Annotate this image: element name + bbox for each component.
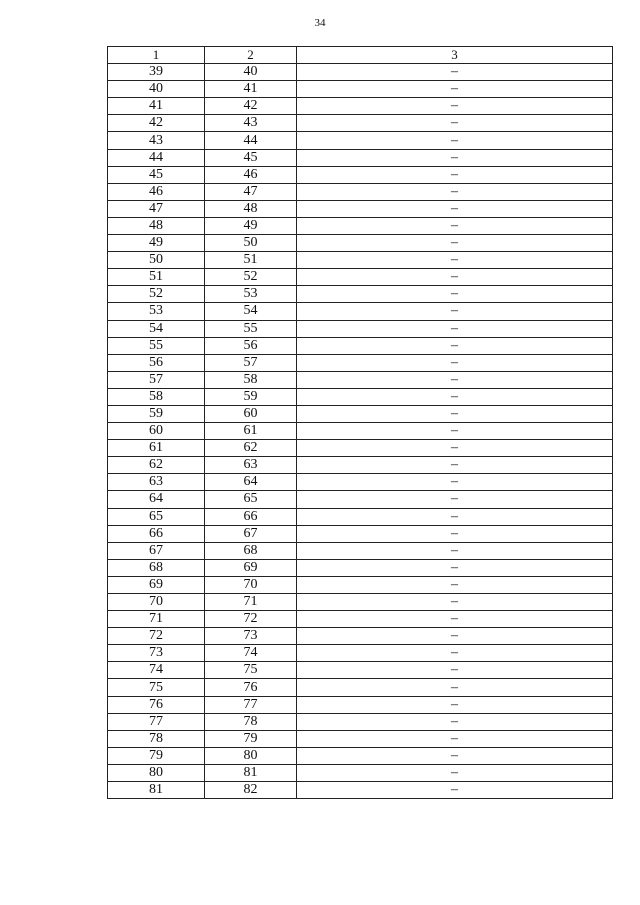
table-row	[108, 576, 613, 593]
table-row	[108, 457, 613, 474]
table-cell-col-2: 82	[205, 782, 297, 799]
page-number: 34	[314, 17, 326, 29]
table-cell-col-3: –	[297, 474, 613, 491]
table-cell-col-1: 40	[108, 81, 205, 98]
table-cell-col-1: 68	[108, 559, 205, 576]
table-cell-col-3: –	[297, 286, 613, 303]
table-row	[108, 730, 613, 747]
table-cell-col-2: 41	[205, 81, 297, 98]
table-row	[108, 423, 613, 440]
table-cell-col-2: 52	[205, 269, 297, 286]
table-row	[108, 679, 613, 696]
table-cell-col-1: 69	[108, 576, 205, 593]
table-cell-col-2: 54	[205, 303, 297, 320]
table-cell-col-1: 58	[108, 388, 205, 405]
table-cell-col-3: –	[297, 782, 613, 799]
table-cell-col-1: 41	[108, 98, 205, 115]
table-cell-col-2: 62	[205, 440, 297, 457]
table-cell-col-1: 54	[108, 320, 205, 337]
table-cell-col-3: –	[297, 662, 613, 679]
table-cell-col-2: 74	[205, 645, 297, 662]
table-cell-col-3: –	[297, 525, 613, 542]
table-row	[108, 388, 613, 405]
table-cell-col-1: 62	[108, 457, 205, 474]
table-cell-col-2: 57	[205, 354, 297, 371]
table-cell-col-1: 42	[108, 115, 205, 132]
table-cell-col-2: 81	[205, 764, 297, 781]
table-cell-col-1: 59	[108, 405, 205, 422]
table-row	[108, 662, 613, 679]
table-cell-col-1: 61	[108, 440, 205, 457]
table-row	[108, 542, 613, 559]
table-cell-col-1: 43	[108, 132, 205, 149]
table-row	[108, 286, 613, 303]
table-cell-col-1: 44	[108, 149, 205, 166]
table-row	[108, 132, 613, 149]
table-cell-col-2: 66	[205, 508, 297, 525]
table-row	[108, 611, 613, 628]
table-cell-col-2: 58	[205, 371, 297, 388]
table-cell-col-2: 72	[205, 611, 297, 628]
table-cell-col-1: 76	[108, 696, 205, 713]
table-cell-col-1: 64	[108, 491, 205, 508]
table-cell-col-3: –	[297, 320, 613, 337]
table-row	[108, 166, 613, 183]
table-cell-col-2: 65	[205, 491, 297, 508]
table-cell-col-3: –	[297, 542, 613, 559]
table-cell-col-3: –	[297, 405, 613, 422]
table-cell-col-3: –	[297, 98, 613, 115]
table-cell-col-3: –	[297, 457, 613, 474]
table-cell-col-3: –	[297, 713, 613, 730]
table-row	[108, 303, 613, 320]
table-cell-col-1: 75	[108, 679, 205, 696]
table-row	[108, 525, 613, 542]
table-cell-col-3: –	[297, 508, 613, 525]
table-cell-col-3: –	[297, 611, 613, 628]
table-cell-col-3: –	[297, 371, 613, 388]
table-row	[108, 440, 613, 457]
table-cell-col-3: –	[297, 491, 613, 508]
table-cell-col-2: 67	[205, 525, 297, 542]
table-cell-col-3: –	[297, 235, 613, 252]
table-cell-col-3: –	[297, 696, 613, 713]
table-cell-col-1: 77	[108, 713, 205, 730]
table-cell-col-3: –	[297, 628, 613, 645]
table-row	[108, 594, 613, 611]
table-cell-col-3: –	[297, 440, 613, 457]
table-cell-col-2: 70	[205, 576, 297, 593]
table-cell-col-2: 79	[205, 730, 297, 747]
table-cell-col-3: –	[297, 337, 613, 354]
table-cell-col-1: 45	[108, 166, 205, 183]
table-row	[108, 628, 613, 645]
column-header-2: 2	[205, 47, 297, 64]
table-cell-col-3: –	[297, 730, 613, 747]
table-cell-col-1: 56	[108, 354, 205, 371]
table-row	[108, 696, 613, 713]
table-cell-col-1: 49	[108, 235, 205, 252]
table-cell-col-2: 78	[205, 713, 297, 730]
table-cell-col-1: 52	[108, 286, 205, 303]
table-cell-col-3: –	[297, 81, 613, 98]
table-cell-col-1: 39	[108, 64, 205, 81]
table-cell-col-1: 78	[108, 730, 205, 747]
table-row	[108, 81, 613, 98]
table-cell-col-1: 60	[108, 423, 205, 440]
table-row	[108, 405, 613, 422]
table-cell-col-1: 66	[108, 525, 205, 542]
table-cell-col-1: 48	[108, 217, 205, 234]
table-cell-col-1: 72	[108, 628, 205, 645]
table-cell-col-3: –	[297, 132, 613, 149]
table-cell-col-2: 77	[205, 696, 297, 713]
table-row	[108, 747, 613, 764]
table-row	[108, 559, 613, 576]
table-cell-col-3: –	[297, 747, 613, 764]
table-cell-col-1: 46	[108, 183, 205, 200]
table-cell-col-2: 56	[205, 337, 297, 354]
table-row	[108, 217, 613, 234]
table-row	[108, 782, 613, 799]
table-cell-col-3: –	[297, 303, 613, 320]
table-cell-col-1: 67	[108, 542, 205, 559]
table-row	[108, 337, 613, 354]
table-cell-col-1: 70	[108, 594, 205, 611]
table-cell-col-1: 47	[108, 200, 205, 217]
table-cell-col-1: 65	[108, 508, 205, 525]
table-cell-col-2: 61	[205, 423, 297, 440]
table-cell-col-3: –	[297, 200, 613, 217]
table-cell-col-3: –	[297, 115, 613, 132]
table-cell-col-2: 55	[205, 320, 297, 337]
table-cell-col-2: 50	[205, 235, 297, 252]
table-cell-col-1: 71	[108, 611, 205, 628]
table-header	[108, 47, 613, 64]
table-row	[108, 508, 613, 525]
table-row	[108, 491, 613, 508]
table-cell-col-2: 69	[205, 559, 297, 576]
table-row	[108, 764, 613, 781]
table-cell-col-1: 51	[108, 269, 205, 286]
table-cell-col-1: 73	[108, 645, 205, 662]
table-row	[108, 115, 613, 132]
table-cell-col-2: 60	[205, 405, 297, 422]
table-cell-col-1: 50	[108, 252, 205, 269]
table-cell-col-2: 49	[205, 217, 297, 234]
table-cell-col-3: –	[297, 217, 613, 234]
table-cell-col-1: 80	[108, 764, 205, 781]
table-cell-col-2: 64	[205, 474, 297, 491]
table-cell-col-2: 44	[205, 132, 297, 149]
table-cell-col-1: 63	[108, 474, 205, 491]
table-cell-col-1: 57	[108, 371, 205, 388]
table-row	[108, 149, 613, 166]
table-cell-col-3: –	[297, 269, 613, 286]
table-cell-col-3: –	[297, 423, 613, 440]
table-cell-col-2: 59	[205, 388, 297, 405]
table-cell-col-1: 79	[108, 747, 205, 764]
table-row	[108, 371, 613, 388]
table-cell-col-3: –	[297, 166, 613, 183]
table-cell-col-1: 55	[108, 337, 205, 354]
table-cell-col-3: –	[297, 149, 613, 166]
table-row	[108, 645, 613, 662]
table-row	[108, 713, 613, 730]
table-row	[108, 252, 613, 269]
table-cell-col-1: 74	[108, 662, 205, 679]
table-cell-col-3: –	[297, 559, 613, 576]
table-cell-col-3: –	[297, 388, 613, 405]
table-cell-col-2: 71	[205, 594, 297, 611]
table-cell-col-2: 43	[205, 115, 297, 132]
table-cell-col-2: 68	[205, 542, 297, 559]
table-cell-col-2: 47	[205, 183, 297, 200]
table-row	[108, 200, 613, 217]
table-cell-col-2: 51	[205, 252, 297, 269]
table-cell-col-2: 48	[205, 200, 297, 217]
table-cell-col-3: –	[297, 64, 613, 81]
table-cell-col-2: 80	[205, 747, 297, 764]
table-body	[108, 64, 613, 799]
table-cell-col-2: 75	[205, 662, 297, 679]
table-cell-col-2: 42	[205, 98, 297, 115]
header-row	[108, 47, 613, 64]
table-cell-col-1: 81	[108, 782, 205, 799]
table-row	[108, 64, 613, 81]
table-cell-col-2: 63	[205, 457, 297, 474]
data-table	[107, 46, 613, 799]
table-cell-col-3: –	[297, 679, 613, 696]
table-cell-col-2: 73	[205, 628, 297, 645]
table-cell-col-2: 45	[205, 149, 297, 166]
table-cell-col-3: –	[297, 576, 613, 593]
table-row	[108, 98, 613, 115]
table-cell-col-2: 40	[205, 64, 297, 81]
table-cell-col-3: –	[297, 252, 613, 269]
table-cell-col-3: –	[297, 764, 613, 781]
table-cell-col-3: –	[297, 183, 613, 200]
table-cell-col-1: 53	[108, 303, 205, 320]
table-cell-col-3: –	[297, 594, 613, 611]
column-header-1: 1	[108, 47, 205, 64]
table-cell-col-2: 46	[205, 166, 297, 183]
table-row	[108, 320, 613, 337]
column-header-3: 3	[297, 47, 613, 64]
table-cell-col-3: –	[297, 645, 613, 662]
table-row	[108, 474, 613, 491]
table-cell-col-2: 53	[205, 286, 297, 303]
table-cell-col-2: 76	[205, 679, 297, 696]
table-cell-col-3: –	[297, 354, 613, 371]
table-row	[108, 269, 613, 286]
table-row	[108, 183, 613, 200]
table-row	[108, 235, 613, 252]
table-row	[108, 354, 613, 371]
